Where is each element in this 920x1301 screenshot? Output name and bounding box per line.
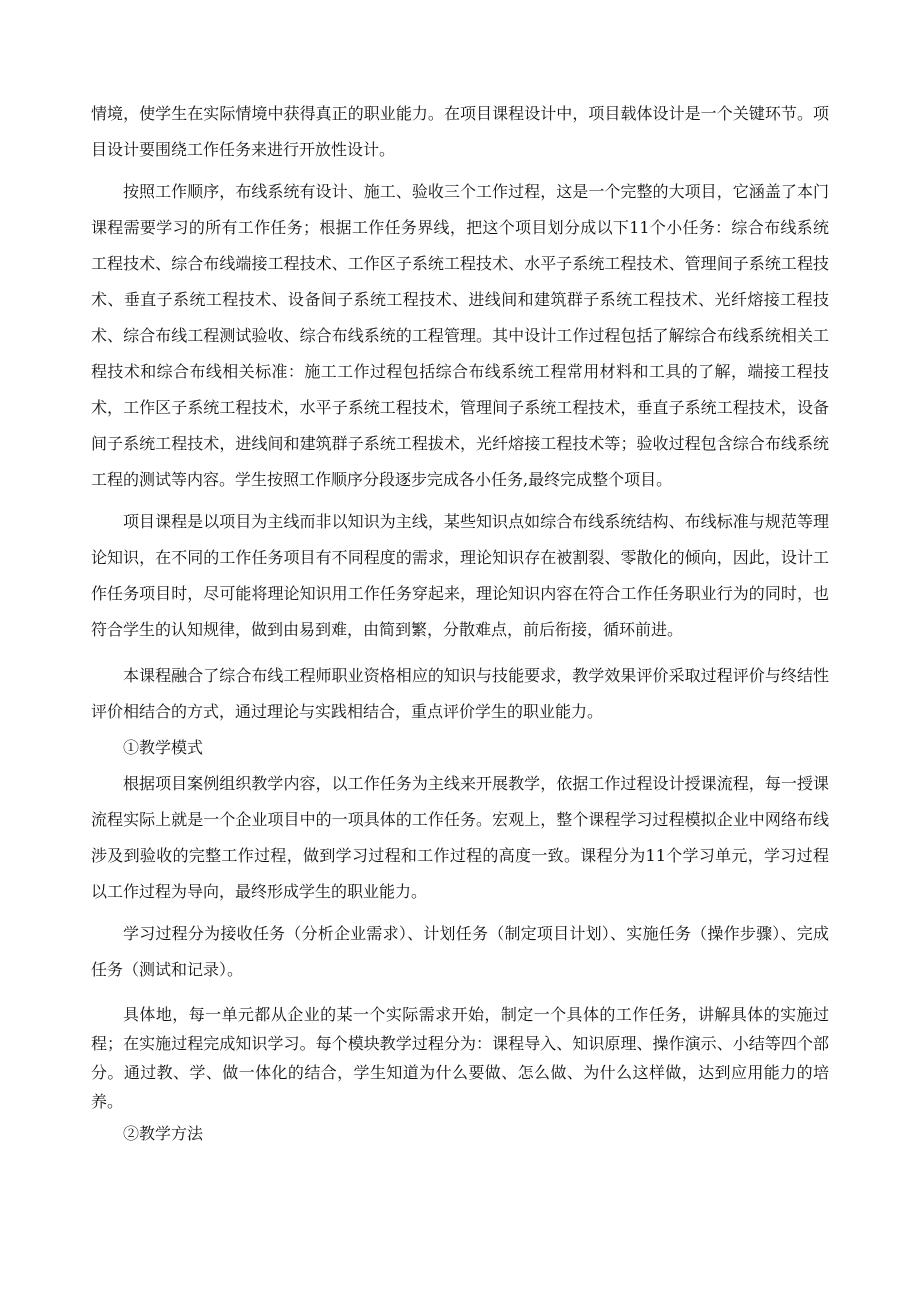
paragraph-project-course: 项目课程是以项目为主线而非以知识为主线，某些知识点如综合布线系统结构、布线标准与规范等理论知识，在不同的工作任务项目有不同程度的需求，理论知识存在被割裂、零散化的倾向，因此，设计工作任务项目时，尽可能将理论知识用工作任务穿起来，理论知识内容在符合工作任务职业行为的同时，也符合学生的认知规律，做到由易到难，由简到繁，分散难点，前后衔接，循环前进。	[91, 512, 829, 639]
paragraph-unit-detail: 具体地，每一单元都从企业的某一个实际需求开始，制定一个具体的工作任务，讲解具体的实施过程；在实施过程完成知识学习。每个模块教学过程分为：课程导入、知识原理、操作演示、小结等四个部分。通过教、学、做一体化的结合，学生知道为什么要做、怎么做、为什么这样做，达到应用能力的培养。	[91, 1005, 829, 1111]
paragraph-learning-process: 学习过程分为接收任务（分析企业需求）、计划任务（制定项目计划）、实施任务（操作步骤）、完成任务（测试和记录）。	[91, 924, 829, 979]
paragraph-project-design: 情境，使学生在实际情境中获得真正的职业能力。在项目课程设计中，项目载体设计是一个关键环节。项目设计要围绕工作任务来进行开放性设计。	[91, 104, 829, 159]
section-heading-teaching-method: ②教学方法	[123, 1124, 204, 1143]
section-heading-teaching-mode: ①教学模式	[123, 738, 204, 757]
paragraph-teaching-mode: 根据项目案例组织教学内容，以工作任务为主线来开展教学，依据工作过程设计授课流程，每一授课流程实际上就是一个企业项目中的一项具体的工作任务。宏观上，整个课程学习过程模拟企业中网络布线涉及到验收的完整工作过程，做到学习过程和工作过程的高度一致。课程分为11个学习单元，学习过程以工作过程为导向，最终形成学生的职业能力。	[91, 774, 829, 901]
paragraph-course-evaluation: 本课程融合了综合布线工程师职业资格相应的知识与技能要求，教学效果评价采取过程评价与终结性评价相结合的方式，通过理论与实践相结合，重点评价学生的职业能力。	[91, 666, 829, 721]
paragraph-work-order: 按照工作顺序，布线系统有设计、施工、验收三个工作过程，这是一个完整的大项目，它涵盖了本门课程需要学习的所有工作任务；根据工作任务界线，把这个项目划分成以下11个小任务：综合布线系统工程技术、综合布线端接工程技术、工作区子系统工程技术、水平子系统工程技术、管理间子系统工程技术、垂直子系统工程技术、设备间子系统工程技术、进线间和建筑群子系统工程技术、光纤熔接工程技术、综合布线工程测试验收、综合布线系统的工程管理。其中设计工作过程包括了解综合布线系统相关工程技术和综合布线相关标准：施工工作过程包括综合布线系统工程常用材料和工具的了解，端接工程技术，工作区子系统工程技术，水平子系统工程技术，管理间子系统工程技术，垂直子系统工程技术，设备间子系统工程技术，进线间和建筑群子系统工程拔术，光纤熔接工程技术等；验收过程包含综合布线系统工程的测试等内容。学生按照工作顺序分段逐步完成各小任务,最终完成整个项目。	[91, 182, 829, 489]
document-page	[91, 96, 829, 1152]
